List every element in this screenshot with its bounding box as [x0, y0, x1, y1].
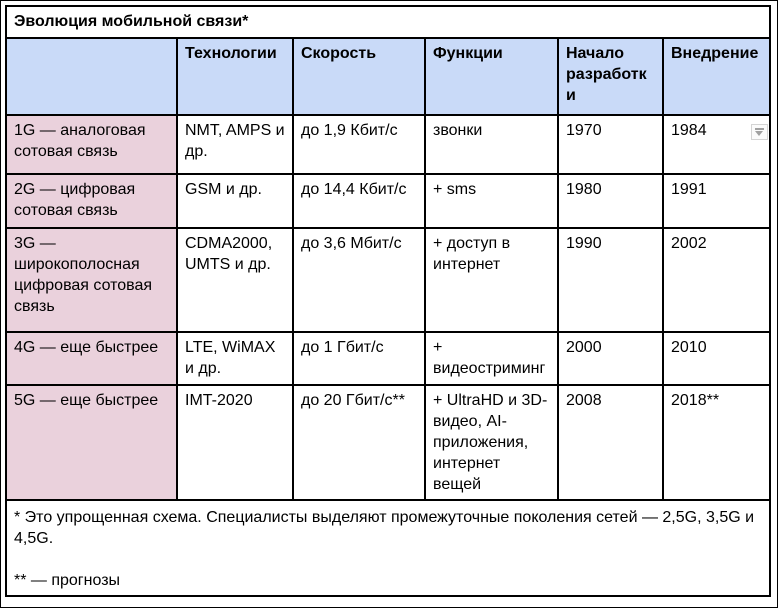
cell-functions: + видеостриминг: [425, 332, 558, 385]
cell-technologies: GSM и др.: [177, 174, 293, 228]
cell-generation: 5G — еще быстрее: [6, 385, 177, 500]
header-speed: Скорость: [293, 38, 425, 115]
cell-generation: 3G — широкополосная цифровая сотовая связь: [6, 228, 177, 332]
cell-speed: до 1 Гбит/с: [293, 332, 425, 385]
table-header-row: [6, 38, 770, 115]
footnote-simplified-scheme: * Это упрощенная схема. Специалисты выделяют промежуточные поколения сетей — 2,5G, 3,5G и 4,5G.: [14, 509, 755, 547]
cell-dev-start: 2008: [558, 385, 663, 500]
cell-technologies: NMT, AMPS и др.: [177, 115, 293, 174]
cell-speed: до 20 Гбит/с**: [293, 385, 425, 500]
chevron-down-icon: [755, 128, 764, 136]
cell-dev-start: 1970: [558, 115, 663, 174]
cell-speed: до 1,9 Кбит/с: [293, 115, 425, 174]
cell-speed: до 14,4 Кбит/с: [293, 174, 425, 228]
cell-technologies: CDMA2000, UMTS и др.: [177, 228, 293, 332]
table-row: [6, 174, 770, 228]
cell-deployment: 1984: [663, 115, 770, 174]
header-empty: [6, 38, 177, 115]
table-footnotes-row: [6, 500, 770, 596]
table-title: Эволюция мобильной связи*: [6, 6, 770, 38]
document-page: [1, 1, 777, 601]
cell-technologies: LTE, WiMAX и др.: [177, 332, 293, 385]
footnote-forecast: ** — прогнозы: [14, 572, 121, 589]
table-row: [6, 332, 770, 385]
footnotes-cell: [6, 500, 770, 596]
cell-deployment: 1991: [663, 174, 770, 228]
cell-deployment: 2018**: [663, 385, 770, 500]
cell-functions: звонки: [425, 115, 558, 174]
cell-deployment: 2010: [663, 332, 770, 385]
cell-speed: до 3,6 Мбит/с: [293, 228, 425, 332]
evolution-table: [5, 5, 771, 597]
dropdown-arrow-button[interactable]: [751, 124, 768, 140]
header-dev-start: Начало разработки: [558, 38, 663, 115]
cell-technologies: IMT-2020: [177, 385, 293, 500]
header-functions: Функции: [425, 38, 558, 115]
table-row: [6, 228, 770, 332]
cell-deployment: 2002: [663, 228, 770, 332]
table-row: [6, 385, 770, 500]
table-row: [6, 6, 770, 38]
cell-dev-start: 1990: [558, 228, 663, 332]
cell-functions: + sms: [425, 174, 558, 228]
cell-generation: 2G — цифровая сотовая связь: [6, 174, 177, 228]
header-deployment: Внедрение: [663, 38, 770, 115]
cell-dev-start: 2000: [558, 332, 663, 385]
cell-generation: 1G — аналоговая сотовая связь: [6, 115, 177, 174]
table-row: [6, 115, 770, 174]
header-technologies: Технологии: [177, 38, 293, 115]
cell-functions: + доступ в интернет: [425, 228, 558, 332]
cell-functions: + UltraHD и 3D-видео, AI-приложения, интернет вещей: [425, 385, 558, 500]
cell-generation: 4G — еще быстрее: [6, 332, 177, 385]
cell-dev-start: 1980: [558, 174, 663, 228]
